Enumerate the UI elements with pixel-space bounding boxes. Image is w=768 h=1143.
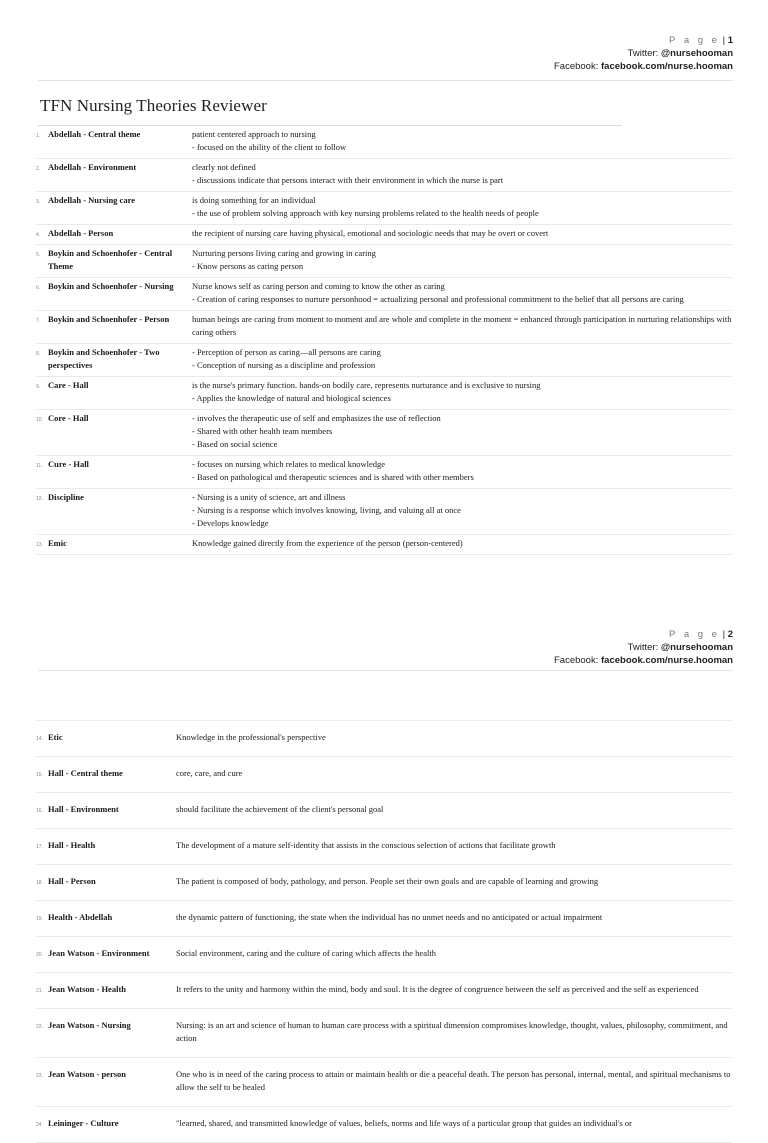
definition-line: - the use of problem solving approach with key nursing problems related to the health needs of people <box>192 208 539 218</box>
table-row <box>36 865 732 901</box>
entry-definition <box>192 344 732 377</box>
entry-term: Core - Hall <box>48 410 192 456</box>
entry-term: Hall - Central theme <box>48 757 176 793</box>
entry-number: 9. <box>36 377 48 410</box>
entry-term: Etic <box>48 721 176 757</box>
table-row <box>36 973 732 1009</box>
page-label: P a g e <box>669 629 720 640</box>
entry-number: 22. <box>36 1009 48 1058</box>
definition-line: It refers to the unity and harmony within the mind, body and soul. It is the degree of congruence between the self as perceived and the self as experienced <box>176 984 699 994</box>
entry-number: 11. <box>36 456 48 489</box>
page-header <box>554 628 733 667</box>
table-row <box>36 344 732 377</box>
definition-line: Knowledge gained directly from the experience of the person (person-centered) <box>192 538 463 548</box>
definition-line: Nursing: is an art and science of human to human care process with a spiritual dimension compromises knowledge, thought, values, philosophy, commitment, and action <box>176 1020 728 1043</box>
entry-number: 6. <box>36 278 48 311</box>
entry-term: Health - Abdellah <box>48 901 176 937</box>
entry-number: 18. <box>36 865 48 901</box>
definition-line: - focused on the ability of the client to follow <box>192 142 347 152</box>
entry-number: 20. <box>36 937 48 973</box>
document-page-2 <box>0 620 768 1128</box>
document-title: TFN Nursing Theories Reviewer <box>40 96 267 115</box>
entry-definition <box>176 721 732 757</box>
entry-number: 17. <box>36 829 48 865</box>
entry-definition <box>176 865 732 901</box>
entry-number: 1. <box>36 126 48 159</box>
entry-definition <box>192 410 732 456</box>
table-row <box>36 937 732 973</box>
entry-number: 19. <box>36 901 48 937</box>
twitter-handle[interactable]: @nursehooman <box>660 48 733 59</box>
page-label: P a g e <box>669 35 720 46</box>
entry-term: Emic <box>48 535 192 555</box>
entry-definition <box>192 278 732 311</box>
definition-line: The patient is composed of body, pathology, and person. People set their own goals and are capable of learning and growing <box>176 876 599 886</box>
table-row <box>36 1009 732 1058</box>
definition-line: - Creation of caring responses to nurture personhood = actualizing personal and professional commitment to the belief that all persons are caring <box>192 294 684 304</box>
entry-term: Cure - Hall <box>48 456 192 489</box>
definition-line: - Perception of person as caring—all persons are caring <box>192 347 381 357</box>
definition-line: - Conception of nursing as a discipline and profession <box>192 360 376 370</box>
page-number: 2 <box>727 629 733 640</box>
entry-number: 16. <box>36 793 48 829</box>
definition-line: The development of a mature self-identity that assists in the conscious selection of actions that facilitate growth <box>176 840 556 850</box>
entry-number: 12. <box>36 489 48 535</box>
page-number: 1 <box>727 35 733 46</box>
definition-line: core, care, and cure <box>176 768 243 778</box>
entry-definition <box>192 311 732 344</box>
definition-line: One who is in need of the caring process to attain or maintain health or die a peaceful death. The person has personal, internal, mental, and spiritual mechanisms to allow the self to be healed <box>176 1069 731 1092</box>
entry-definition <box>176 973 732 1009</box>
entry-term: Abdellah - Person <box>48 225 192 245</box>
twitter-label: Twitter: <box>627 48 659 59</box>
facebook-link[interactable]: facebook.com/nurse.hooman <box>601 61 733 72</box>
entry-number: 5. <box>36 245 48 278</box>
entry-definition <box>176 1058 732 1107</box>
terms-table-body <box>36 126 732 555</box>
entry-number: 15. <box>36 757 48 793</box>
entry-term: Care - Hall <box>48 377 192 410</box>
entry-number: 8. <box>36 344 48 377</box>
definition-line: - involves the therapeutic use of self and emphasizes the use of reflection <box>192 413 441 423</box>
definition-line: - Nursing is a unity of science, art and illness <box>192 492 346 502</box>
entry-number: 4. <box>36 225 48 245</box>
definition-line: Social environment, caring and the culture of caring which affects the health <box>176 948 436 958</box>
facebook-link[interactable]: facebook.com/nurse.hooman <box>601 655 733 666</box>
definition-line: Nurse knows self as caring person and coming to know the other as caring <box>192 281 445 291</box>
entry-definition <box>192 225 732 245</box>
terms-table <box>36 126 732 555</box>
page-number-line <box>554 628 733 641</box>
definition-line: - Based on pathological and therapeutic sciences and is shared with other members <box>192 472 474 482</box>
definition-line: - focuses on nursing which relates to medical knowledge <box>192 459 386 469</box>
entry-definition <box>176 829 732 865</box>
table-row <box>36 901 732 937</box>
table-row <box>36 721 732 757</box>
table-spacer-row <box>36 702 732 721</box>
page-separator: | <box>722 629 726 640</box>
entry-number: 21. <box>36 973 48 1009</box>
entry-term: Jean Watson - Nursing <box>48 1009 176 1058</box>
definition-line: - Nursing is a response which involves knowing, living, and valuing all at once <box>192 505 461 515</box>
entry-definition <box>176 1107 732 1143</box>
definition-line: - Applies the knowledge of natural and biological sciences <box>192 393 391 403</box>
definition-line: - Based on social science <box>192 439 278 449</box>
entry-number: 7. <box>36 311 48 344</box>
entry-term: Abdellah - Central theme <box>48 126 192 159</box>
entry-definition <box>176 757 732 793</box>
entry-number: 23. <box>36 1058 48 1107</box>
entry-term: Jean Watson - Health <box>48 973 176 1009</box>
table-row <box>36 126 732 159</box>
entry-number: 13. <box>36 535 48 555</box>
page-number-line <box>554 34 733 47</box>
table-row <box>36 489 732 535</box>
entry-definition <box>192 377 732 410</box>
table-row <box>36 159 732 192</box>
table-row <box>36 410 732 456</box>
definition-line: is the nurse's primary function. hands-on bodily care, represents nurturance and is exclusive to nursing <box>192 380 541 390</box>
entry-definition <box>192 245 732 278</box>
entry-term: Boykin and Schoenhofer - Person <box>48 311 192 344</box>
table-row <box>36 1058 732 1107</box>
definition-line: is doing something for an individual <box>192 195 316 205</box>
header-divider <box>38 670 733 671</box>
entry-definition <box>176 793 732 829</box>
entry-number: 3. <box>36 192 48 225</box>
entry-definition <box>176 1009 732 1058</box>
definition-line: human beings are caring from moment to moment and are whole and complete in the moment = enhanced through participation in nurturing relationships with caring others <box>192 314 732 337</box>
table-row <box>36 535 732 555</box>
entry-term: Hall - Person <box>48 865 176 901</box>
entry-definition <box>192 456 732 489</box>
terms-table-body <box>36 702 732 1143</box>
definition-line: "learned, shared, and transmitted knowledge of values, beliefs, norms and life ways of a particular group that guides an individual's or <box>176 1118 632 1128</box>
entry-definition <box>192 126 732 159</box>
entry-term: Leininger - Culture <box>48 1107 176 1143</box>
entry-term: Boykin and Schoenhofer - Central Theme <box>48 245 192 278</box>
facebook-label: Facebook: <box>554 655 599 666</box>
entry-definition <box>192 535 732 555</box>
table-row <box>36 456 732 489</box>
entry-definition <box>192 489 732 535</box>
table-row <box>36 757 732 793</box>
entry-term: Boykin and Schoenhofer - Nursing <box>48 278 192 311</box>
entry-number: 14. <box>36 721 48 757</box>
entry-term: Hall - Health <box>48 829 176 865</box>
definition-line: the recipient of nursing care having physical, emotional and sociologic needs that may be overt or covert <box>192 228 549 238</box>
definition-line: - Shared with other health team members <box>192 426 333 436</box>
entry-definition <box>192 192 732 225</box>
entry-term: Boykin and Schoenhofer - Two perspectives <box>48 344 192 377</box>
header-divider <box>38 80 733 81</box>
entry-term: Abdellah - Environment <box>48 159 192 192</box>
table-row <box>36 245 732 278</box>
entry-definition <box>192 159 732 192</box>
twitter-line <box>554 641 733 654</box>
definition-line: should facilitate the achievement of the client's personal goal <box>176 804 384 814</box>
definition-line: Nurturing persons living caring and growing in caring <box>192 248 376 258</box>
entry-number: 10. <box>36 410 48 456</box>
entry-term: Discipline <box>48 489 192 535</box>
definition-line: - Know persons as caring person <box>192 261 304 271</box>
entry-definition <box>176 937 732 973</box>
twitter-label: Twitter: <box>627 642 659 653</box>
facebook-line <box>554 60 733 73</box>
table-row <box>36 225 732 245</box>
entry-term: Jean Watson - person <box>48 1058 176 1107</box>
table-row <box>36 377 732 410</box>
definition-line: the dynamic pattern of functioning, the state when the individual has no unmet needs and no anticipated or actual impairment <box>176 912 603 922</box>
facebook-label: Facebook: <box>554 61 599 72</box>
definition-line: clearly not defined <box>192 162 256 172</box>
table-row <box>36 278 732 311</box>
table-row <box>36 829 732 865</box>
entry-term: Jean Watson - Environment <box>48 937 176 973</box>
terms-table <box>36 702 732 1143</box>
entry-number: 24. <box>36 1107 48 1143</box>
table-row <box>36 192 732 225</box>
definition-line: patient centered approach to nursing <box>192 129 316 139</box>
definition-line: - Develops knowledge <box>192 518 269 528</box>
page-header <box>554 34 733 73</box>
entry-definition <box>176 901 732 937</box>
twitter-line <box>554 47 733 60</box>
entry-term: Abdellah - Nursing care <box>48 192 192 225</box>
definition-line: - discussions indicate that persons interact with their environment in which the nurse is part <box>192 175 504 185</box>
table-row <box>36 1107 732 1143</box>
entry-term: Hall - Environment <box>48 793 176 829</box>
twitter-handle[interactable]: @nursehooman <box>660 642 733 653</box>
table-row <box>36 311 732 344</box>
definition-line: Knowledge in the professional's perspective <box>176 732 326 742</box>
page-separator: | <box>722 35 726 46</box>
entry-number: 2. <box>36 159 48 192</box>
table-row <box>36 793 732 829</box>
facebook-line <box>554 654 733 667</box>
